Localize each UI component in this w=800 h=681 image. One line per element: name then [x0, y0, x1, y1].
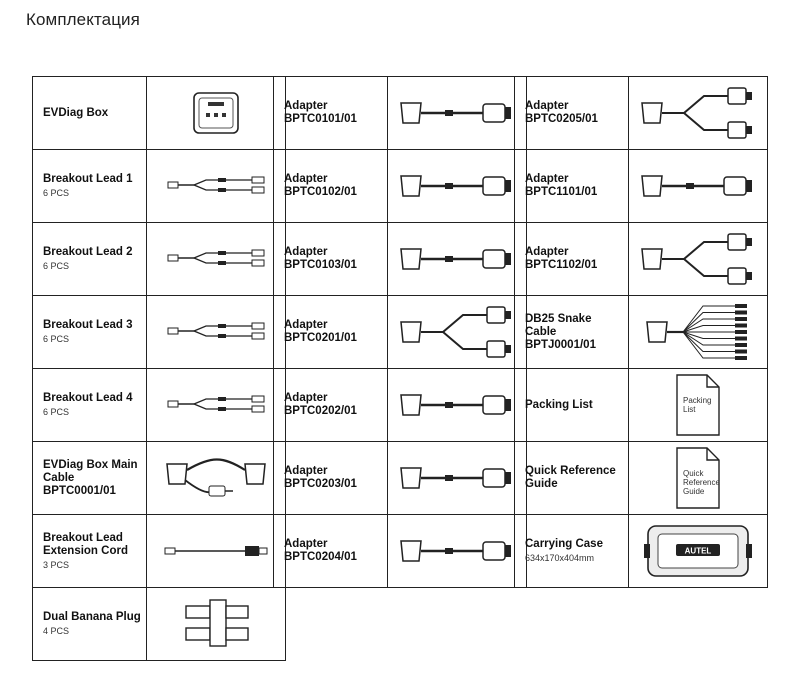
item-name-cell	[515, 296, 629, 369]
item-picture-cell	[147, 296, 286, 369]
item-picture-cell	[629, 150, 768, 223]
package-item-breakout-lead-extension-cord	[33, 515, 286, 588]
item-quantity: 6 PCS	[43, 334, 70, 344]
item-name: Adapter BPTC0102/01	[284, 173, 357, 198]
item-name-cell	[274, 515, 388, 588]
package-item-adapter-bptc1102-01	[515, 223, 768, 296]
item-name-cell	[274, 442, 388, 515]
item-name: Breakout Lead 3	[43, 319, 133, 331]
item-quantity: 634x170x404mm	[525, 553, 595, 563]
item-picture-cell	[629, 369, 768, 442]
item-quantity: 4 PCS	[43, 626, 70, 636]
item-picture-cell	[388, 223, 527, 296]
adapter-cable-icon	[388, 242, 526, 276]
item-name-cell	[515, 77, 629, 150]
package-table-column-2	[273, 76, 527, 588]
page-title: Комплектация	[26, 10, 140, 29]
item-name-cell	[274, 77, 388, 150]
item-quantity: 3 PCS	[43, 559, 70, 570]
evdiag-box-icon	[147, 87, 285, 139]
item-name-cell	[33, 223, 147, 296]
item-picture-cell	[147, 150, 286, 223]
item-name-cell	[33, 515, 147, 588]
document-icon	[629, 371, 767, 439]
breakout-lead-icon	[147, 174, 285, 198]
package-item-dual-banana-plug	[33, 588, 286, 661]
package-item-adapter-bptc1101-01	[515, 150, 768, 223]
package-item-adapter-bptc0101-01	[274, 77, 527, 150]
document-label-line: Packing	[683, 396, 712, 405]
adapter-cable-icon	[388, 461, 526, 495]
carrying-case-icon	[629, 522, 767, 580]
document-label-line: Reference	[683, 478, 720, 487]
package-item-carrying-case	[515, 515, 768, 588]
item-name-cell	[33, 77, 147, 150]
package-item-evdiag-box-main-bptc0001-01	[33, 442, 286, 515]
item-name: Breakout Lead 1	[43, 173, 133, 185]
item-name: EVDiag Box	[43, 106, 109, 119]
package-item-breakout-lead-3	[33, 296, 286, 369]
item-name: Adapter BPTC0101/01	[284, 100, 357, 125]
item-name: DB25 Snake Cable BPTJ0001/01	[525, 312, 596, 351]
item-name-cell	[515, 442, 629, 515]
package-item-adapter-bptc0205-01	[515, 77, 768, 150]
adapter-cable-icon	[388, 388, 526, 422]
item-quantity: 6 PCS	[43, 407, 70, 417]
item-picture-cell	[388, 515, 527, 588]
breakout-lead-icon	[147, 247, 285, 271]
adapter-cable-icon	[388, 534, 526, 568]
item-name-cell	[33, 296, 147, 369]
item-name-cell	[274, 296, 388, 369]
item-name: Packing List	[525, 398, 593, 411]
item-picture-cell	[629, 77, 768, 150]
extension-cord-icon	[147, 541, 285, 561]
item-picture-cell	[147, 77, 286, 150]
item-name: Adapter BPTC1101/01	[525, 173, 598, 198]
item-name: Breakout Lead 4	[43, 392, 133, 404]
item-picture-cell	[388, 369, 527, 442]
package-table-column-3	[514, 76, 768, 588]
package-item-db25-snake-bptj0001-01	[515, 296, 768, 369]
case-brand-label: AUTEL	[684, 546, 712, 556]
item-name: Adapter BPTC0205/01	[525, 100, 598, 125]
item-name: Adapter BPTC0201/01	[284, 319, 357, 344]
document-label-line: Quick	[683, 469, 704, 478]
adapter-cable-icon	[388, 169, 526, 203]
item-name: Breakout Lead Extension Cord	[43, 531, 128, 557]
document-icon	[629, 444, 767, 512]
item-name: Quick Reference Guide	[525, 465, 616, 490]
document-label-line: Guide	[683, 487, 705, 496]
item-name-cell	[274, 223, 388, 296]
package-item-adapter-bptc0204-01	[274, 515, 527, 588]
package-item-quick-reference-guide	[515, 442, 768, 515]
item-name: Carrying Case	[525, 538, 603, 550]
package-table-column-1	[32, 76, 286, 661]
breakout-lead-icon	[147, 320, 285, 344]
package-item-evdiag-box	[33, 77, 286, 150]
adapter-split-icon	[629, 230, 767, 288]
package-item-adapter-bptc0202-01	[274, 369, 527, 442]
package-item-adapter-bptc0203-01	[274, 442, 527, 515]
package-item-adapter-bptc0103-01	[274, 223, 527, 296]
item-name: Breakout Lead 2	[43, 246, 133, 258]
adapter-split-icon	[388, 303, 526, 361]
package-item-packing-list	[515, 369, 768, 442]
document-label-line: List	[683, 405, 696, 414]
item-quantity: 6 PCS	[43, 188, 70, 198]
item-picture-cell	[147, 515, 286, 588]
item-quantity: 6 PCS	[43, 261, 70, 271]
item-name-cell	[274, 150, 388, 223]
item-name-cell	[33, 150, 147, 223]
item-name-cell	[515, 369, 629, 442]
item-picture-cell	[147, 442, 286, 515]
item-name: Adapter BPTC0204/01	[284, 538, 357, 563]
item-picture-cell	[147, 223, 286, 296]
item-picture-cell	[388, 296, 527, 369]
package-item-breakout-lead-1	[33, 150, 286, 223]
item-picture-cell	[629, 223, 768, 296]
item-name: Adapter BPTC0202/01	[284, 392, 357, 417]
item-name-cell	[33, 588, 147, 661]
item-picture-cell	[388, 77, 527, 150]
item-picture-cell	[388, 150, 527, 223]
main-cable-icon	[147, 450, 285, 506]
item-picture-cell	[629, 442, 768, 515]
snake-cable-icon	[629, 301, 767, 363]
package-item-adapter-bptc0102-01	[274, 150, 527, 223]
item-picture-cell	[147, 369, 286, 442]
item-name-cell	[274, 369, 388, 442]
banana-plug-icon	[147, 596, 285, 652]
item-picture-cell	[629, 296, 768, 369]
package-item-adapter-bptc0201-01	[274, 296, 527, 369]
item-name-cell	[33, 369, 147, 442]
item-name-cell	[515, 515, 629, 588]
item-name: Adapter BPTC1102/01	[525, 246, 598, 271]
item-picture-cell	[147, 588, 286, 661]
item-name: EVDiag Box Main Cable BPTC0001/01	[43, 458, 138, 497]
item-name: Adapter BPTC0103/01	[284, 246, 357, 271]
adapter-split-icon	[629, 84, 767, 142]
breakout-lead-icon	[147, 393, 285, 417]
item-picture-cell	[388, 442, 527, 515]
item-name: Dual Banana Plug	[43, 611, 141, 623]
item-name-cell	[515, 223, 629, 296]
adapter-cable-icon	[629, 169, 767, 203]
item-picture-cell	[629, 515, 768, 588]
item-name: Adapter BPTC0203/01	[284, 465, 357, 490]
adapter-cable-icon	[388, 96, 526, 130]
package-item-breakout-lead-4	[33, 369, 286, 442]
item-name-cell	[33, 442, 147, 515]
package-item-breakout-lead-2	[33, 223, 286, 296]
item-name-cell	[515, 150, 629, 223]
